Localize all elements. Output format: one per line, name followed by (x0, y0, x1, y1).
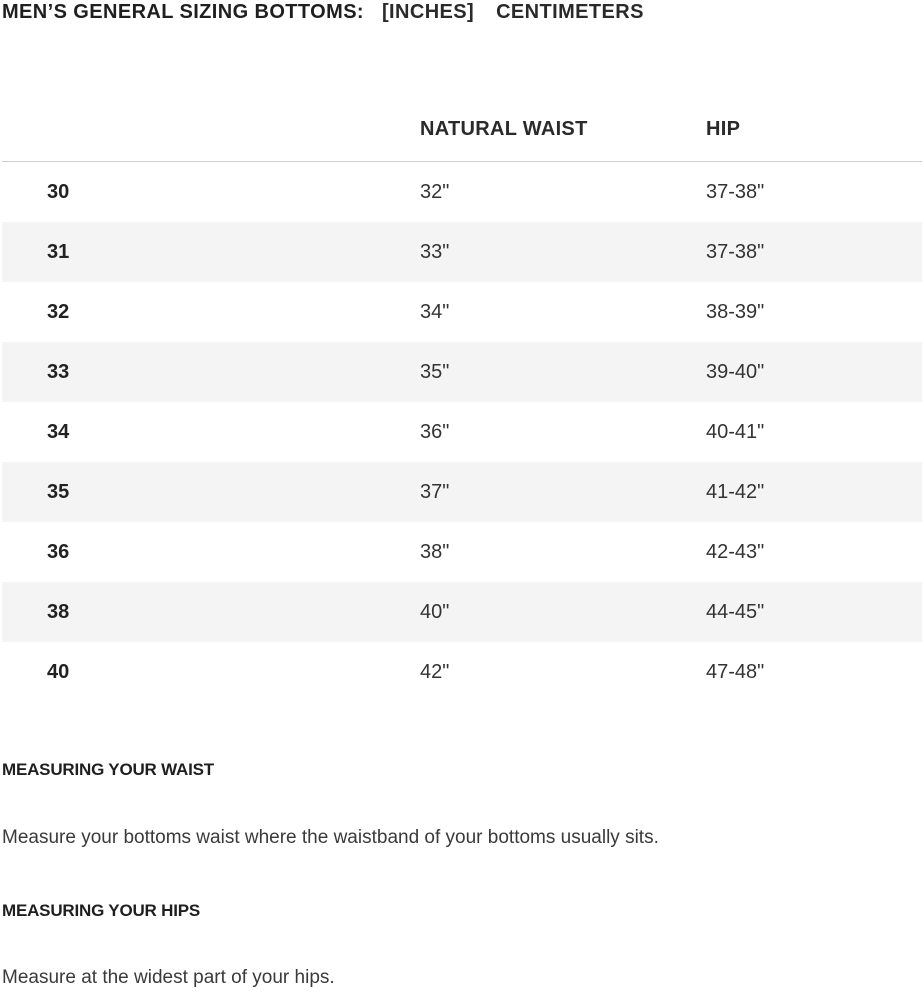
size-cell: 30 (47, 181, 70, 203)
waist-cell: 38" (420, 541, 450, 563)
hip-cell: 41-42" (706, 481, 765, 503)
size-cell: 40 (47, 661, 70, 683)
hip-cell: 37-38" (706, 181, 765, 203)
hip-cell: 44-45" (706, 601, 765, 623)
column-header-hip: HIP (706, 118, 741, 140)
hips-section-text: Measure at the widest part of your hips. (2, 967, 335, 988)
unit-toggle-centimeters[interactable]: CENTIMETERS (496, 0, 644, 23)
waist-cell: 42" (420, 661, 450, 683)
hip-cell: 37-38" (706, 241, 765, 263)
size-cell: 32 (47, 301, 70, 323)
hip-cell: 39-40" (706, 361, 765, 383)
size-cell: 36 (47, 541, 70, 563)
hip-cell: 40-41" (706, 421, 765, 443)
waist-section-title: MEASURING YOUR WAIST (2, 760, 214, 779)
table-row (2, 522, 922, 582)
waist-cell: 35" (420, 361, 450, 383)
hips-section-title: MEASURING YOUR HIPS (2, 901, 201, 920)
table-row (2, 462, 922, 522)
hip-cell: 47-48" (706, 661, 765, 683)
waist-cell: 33" (420, 241, 450, 263)
table-row (2, 282, 922, 342)
hip-cell: 42-43" (706, 541, 765, 563)
waist-cell: 34" (420, 301, 450, 323)
unit-toggle-inches[interactable]: [INCHES] (382, 0, 475, 23)
size-cell: 34 (47, 421, 70, 443)
table-row (2, 642, 922, 702)
size-cell: 35 (47, 481, 70, 503)
table-row (2, 342, 922, 402)
sizing-table (2, 104, 922, 702)
waist-cell: 40" (420, 601, 450, 623)
size-cell: 33 (47, 361, 70, 383)
page-title: MEN’S GENERAL SIZING BOTTOMS: (2, 0, 364, 23)
waist-section-text: Measure your bottoms waist where the waistband of your bottoms usually sits. (2, 827, 659, 848)
table-row (2, 582, 922, 642)
size-cell: 38 (47, 601, 70, 623)
title-row (2, 0, 644, 24)
waist-cell: 37" (420, 481, 450, 503)
waist-cell: 36" (420, 421, 450, 443)
table-row (2, 222, 922, 282)
table-header (2, 104, 922, 162)
size-cell: 31 (47, 241, 70, 263)
table-row (2, 162, 922, 222)
column-header-natural-waist: NATURAL WAIST (420, 118, 588, 140)
waist-cell: 32" (420, 181, 450, 203)
table-row (2, 402, 922, 462)
hip-cell: 38-39" (706, 301, 765, 323)
